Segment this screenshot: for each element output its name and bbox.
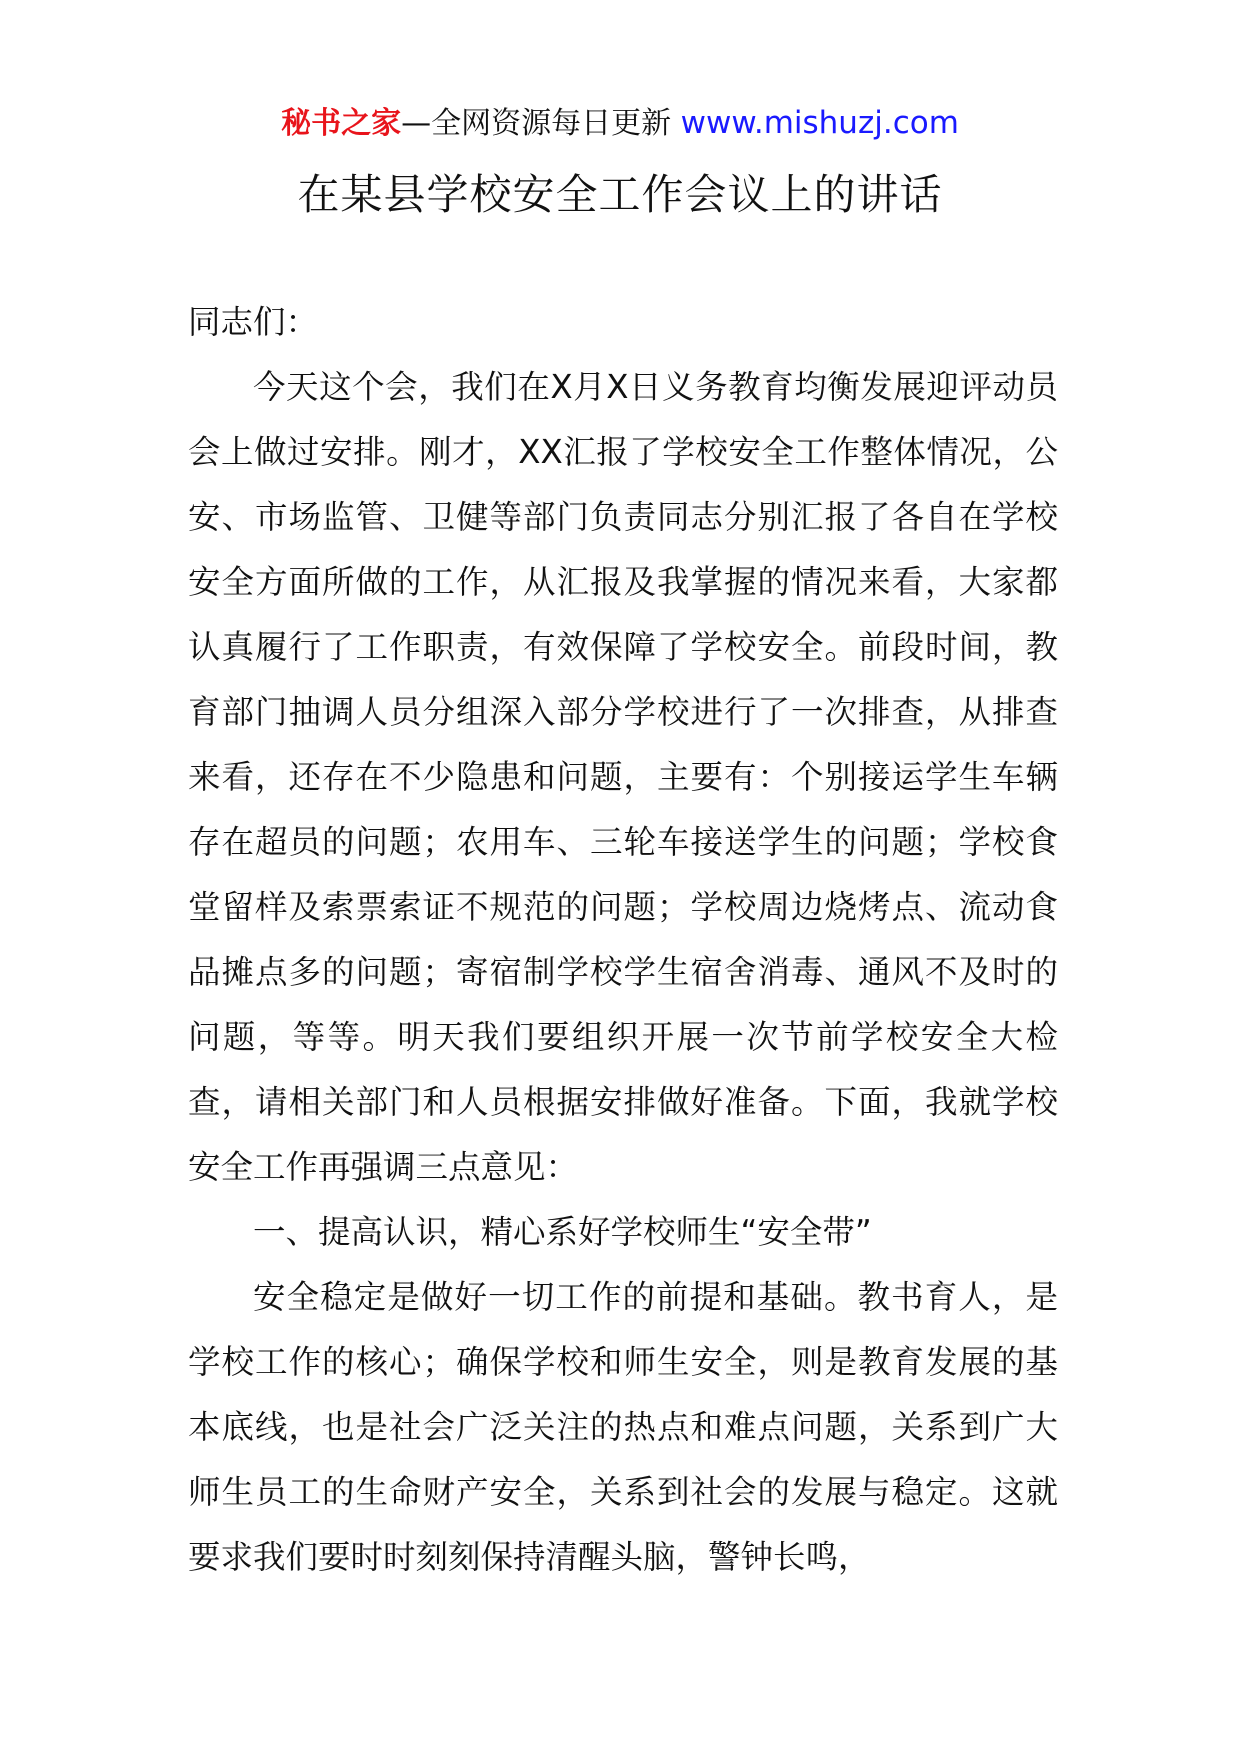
body-paragraph-1: 今天这个会，我们在X月X日义务教育均衡发展迎评动员会上做过安排。刚才，XX汇报了学校安全工作整体情况，公安、市场监管、卫健等部门负责同志分别汇报了各自在学校安全方面所做的工作，从汇报及我掌握的情况来看，大家都认真履行了工作职责，有效保障了学校安全。前段时间，教育部门抽调人员分组深入部分学校进行了一次排查，从排查来看，还存在不少隐患和问题，主要有：个别接运学生车辆存在超员的问题；农用车、三轮车接送学生的问题；学校食堂留样及索票索证不规范的问题；学校周边烧烤点、流动食品摊点多的问题；寄宿制学校学生宿舍消毒、通风不及时的问题，等等。明天我们要组织开展一次节前学校安全大检查，请相关部门和人员根据安排做好准备。下面，我就学校安全工作再强调三点意见：	[188, 368, 1058, 1186]
document-body	[188, 290, 1058, 1590]
brand-name: 秘书之家	[281, 106, 402, 141]
salutation: 同志们：	[188, 303, 319, 341]
document-title: 在某县学校安全工作会议上的讲话	[297, 170, 943, 219]
site-header	[0, 100, 1240, 147]
section-heading-1: 一、提高认识，精心系好学校师生“安全带”	[253, 1213, 872, 1251]
body-paragraph-2: 安全稳定是做好一切工作的前提和基础。教书育人，是学校工作的核心；确保学校和师生安全，则是教育发展的基本底线，也是社会广泛关注的热点和难点问题，关系到广大师生员工的生命财产安全，关系到社会的发展与稳定。这就要求我们要时时刻刻保持清醒头脑，警钟长鸣，	[188, 1278, 1058, 1576]
site-url-link[interactable]: www.mishuzj.com	[680, 105, 959, 141]
header-slogan: —全网资源每日更新	[401, 106, 681, 141]
